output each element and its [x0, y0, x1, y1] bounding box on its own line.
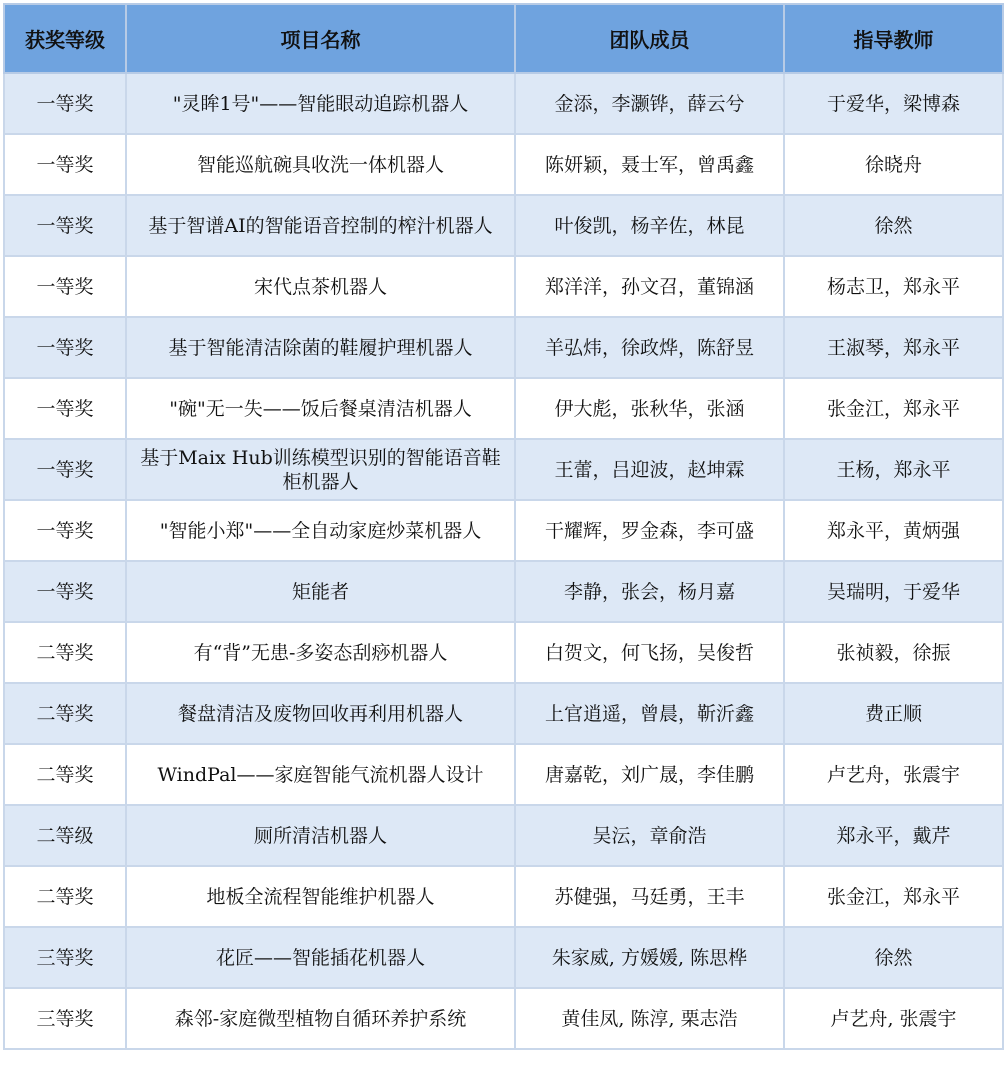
team-members-cell: 吴沄，章俞浩	[515, 805, 784, 866]
team-members-cell: 唐嘉乾，刘广晟，李佳鹏	[515, 744, 784, 805]
table-row	[4, 622, 1003, 683]
header-project: 项目名称	[126, 4, 515, 73]
table-row	[4, 256, 1003, 317]
award-level-cell: 三等奖	[4, 927, 126, 988]
table-row	[4, 561, 1003, 622]
table-row	[4, 195, 1003, 256]
advisor-cell: 卢艺舟, 张震宇	[784, 988, 1003, 1049]
team-members-cell: 陈妍颖，聂士军，曾禹鑫	[515, 134, 784, 195]
team-members-cell: 朱家威, 方媛媛, 陈思桦	[515, 927, 784, 988]
header-advisor: 指导教师	[784, 4, 1003, 73]
team-members-cell: 叶俊凯，杨辛佐，林昆	[515, 195, 784, 256]
advisor-cell: 吴瑞明，于爱华	[784, 561, 1003, 622]
advisor-cell: 于爱华，梁博森	[784, 73, 1003, 134]
header-row	[4, 4, 1003, 73]
awards-table	[3, 3, 1004, 1050]
project-name-cell: 森邻-家庭微型植物自循环养护系统	[126, 988, 515, 1049]
award-level-cell: 一等奖	[4, 317, 126, 378]
awards-table-container	[3, 3, 1002, 1050]
award-level-cell: 二等奖	[4, 744, 126, 805]
advisor-cell: 卢艺舟，张震宇	[784, 744, 1003, 805]
project-name-cell: "智能小郑"——全自动家庭炒菜机器人	[126, 500, 515, 561]
advisor-cell: 徐然	[784, 195, 1003, 256]
team-members-cell: 干耀辉，罗金森，李可盛	[515, 500, 784, 561]
table-row	[4, 439, 1003, 500]
award-level-cell: 二等奖	[4, 622, 126, 683]
project-name-cell: 餐盘清洁及废物回收再利用机器人	[126, 683, 515, 744]
project-name-cell: 厕所清洁机器人	[126, 805, 515, 866]
table-row	[4, 805, 1003, 866]
award-level-cell: 一等奖	[4, 73, 126, 134]
project-name-cell: 基于智能清洁除菌的鞋履护理机器人	[126, 317, 515, 378]
project-name-cell: 有“背”无患-多姿态刮痧机器人	[126, 622, 515, 683]
award-level-cell: 二等级	[4, 805, 126, 866]
team-members-cell: 郑洋洋，孙文召，董锦涵	[515, 256, 784, 317]
table-row	[4, 744, 1003, 805]
advisor-cell: 郑永平，戴芹	[784, 805, 1003, 866]
project-name-cell: 智能巡航碗具收洗一体机器人	[126, 134, 515, 195]
award-level-cell: 一等奖	[4, 134, 126, 195]
project-name-cell: 花匠——智能插花机器人	[126, 927, 515, 988]
team-members-cell: 伊大彪，张秋华，张涵	[515, 378, 784, 439]
advisor-cell: 徐晓舟	[784, 134, 1003, 195]
table-row	[4, 500, 1003, 561]
team-members-cell: 苏健强，马廷勇，王丰	[515, 866, 784, 927]
award-level-cell: 二等奖	[4, 683, 126, 744]
award-level-cell: 一等奖	[4, 256, 126, 317]
award-level-cell: 一等奖	[4, 378, 126, 439]
advisor-cell: 徐然	[784, 927, 1003, 988]
table-row	[4, 73, 1003, 134]
team-members-cell: 王蕾，吕迎波，赵坤霖	[515, 439, 784, 500]
header-team: 团队成员	[515, 4, 784, 73]
table-row	[4, 927, 1003, 988]
advisor-cell: 杨志卫，郑永平	[784, 256, 1003, 317]
advisor-cell: 张金江，郑永平	[784, 378, 1003, 439]
team-members-cell: 羊弘炜，徐政烨，陈舒昱	[515, 317, 784, 378]
award-level-cell: 一等奖	[4, 195, 126, 256]
project-name-cell: "灵眸1号"——智能眼动追踪机器人	[126, 73, 515, 134]
advisor-cell: 郑永平，黄炳强	[784, 500, 1003, 561]
project-name-cell: 地板全流程智能维护机器人	[126, 866, 515, 927]
table-row	[4, 683, 1003, 744]
table-row	[4, 866, 1003, 927]
project-name-cell: 宋代点茶机器人	[126, 256, 515, 317]
advisor-cell: 费正顺	[784, 683, 1003, 744]
team-members-cell: 李静，张会，杨月嘉	[515, 561, 784, 622]
advisor-cell: 张金江，郑永平	[784, 866, 1003, 927]
table-row	[4, 134, 1003, 195]
advisor-cell: 王淑琴，郑永平	[784, 317, 1003, 378]
team-members-cell: 金添，李灏铧，薛云兮	[515, 73, 784, 134]
project-name-cell: WindPal——家庭智能气流机器人设计	[126, 744, 515, 805]
team-members-cell: 白贺文，何飞扬，吴俊哲	[515, 622, 784, 683]
project-name-cell: 矩能者	[126, 561, 515, 622]
table-row	[4, 317, 1003, 378]
project-name-cell: 基于智谱AI的智能语音控制的榨汁机器人	[126, 195, 515, 256]
award-level-cell: 一等奖	[4, 561, 126, 622]
project-name-cell: "碗"无一失——饭后餐桌清洁机器人	[126, 378, 515, 439]
team-members-cell: 黄佳凤, 陈淳, 栗志浩	[515, 988, 784, 1049]
table-row	[4, 988, 1003, 1049]
award-level-cell: 三等奖	[4, 988, 126, 1049]
table-row	[4, 378, 1003, 439]
award-level-cell: 一等奖	[4, 500, 126, 561]
advisor-cell: 王杨，郑永平	[784, 439, 1003, 500]
award-level-cell: 一等奖	[4, 439, 126, 500]
table-body	[4, 73, 1003, 1049]
award-level-cell: 二等奖	[4, 866, 126, 927]
team-members-cell: 上官逍遥，曾晨，靳沂鑫	[515, 683, 784, 744]
header-level: 获奖等级	[4, 4, 126, 73]
table-header	[4, 4, 1003, 73]
advisor-cell: 张祯毅，徐振	[784, 622, 1003, 683]
project-name-cell: 基于Maix Hub训练模型识别的智能语音鞋柜机器人	[126, 439, 515, 500]
